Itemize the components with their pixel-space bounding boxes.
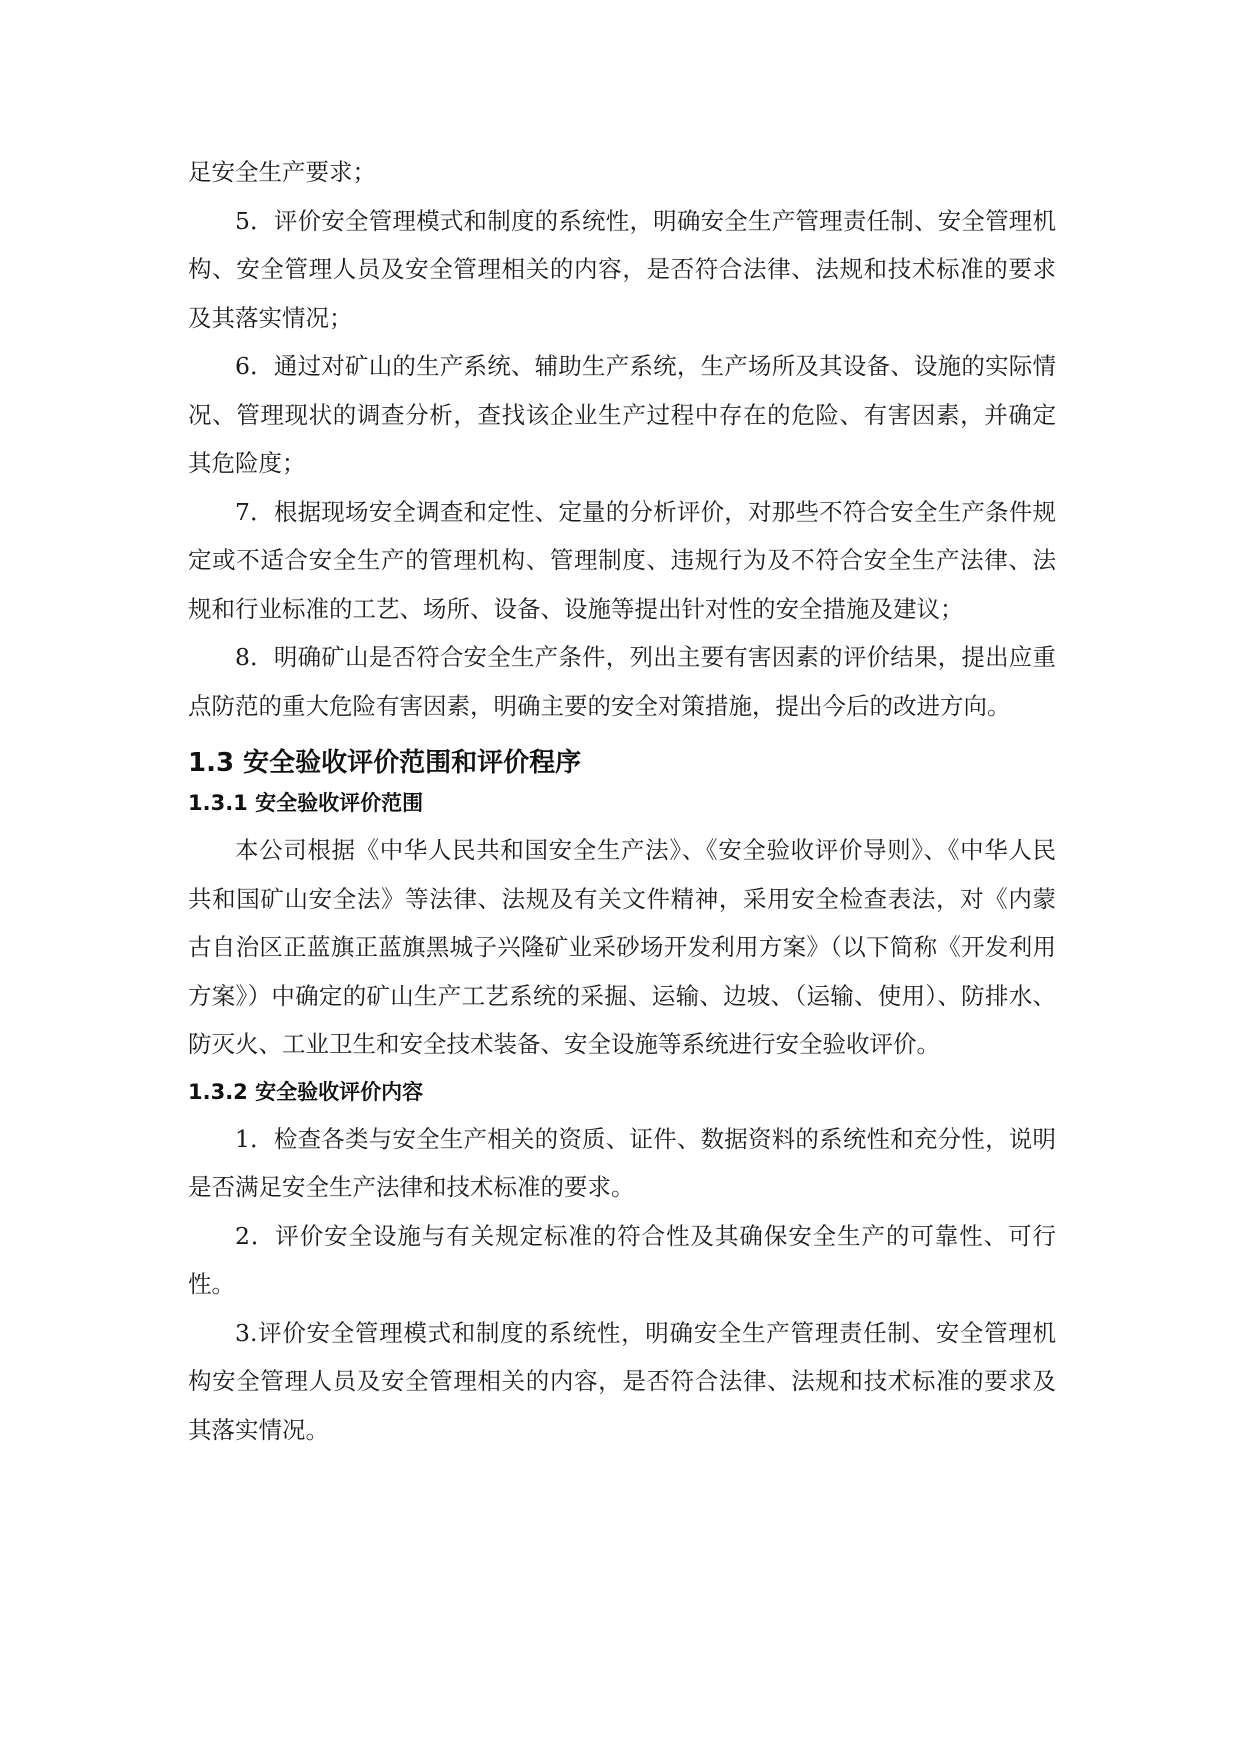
content-item-2: 2．评价安全设施与有关规定标准的符合性及其确保安全生产的可靠性、可行性。 — [188, 1221, 1056, 1298]
section-heading-1-3: 1.3 安全验收评价范围和评价程序 — [188, 748, 582, 778]
list-item-8: 8．明确矿山是否符合安全生产条件，列出主要有害因素的评价结果，提出应重点防范的重大危险有害因素，明确主要的安全对策措施，提出今后的改进方向。 — [188, 643, 1056, 720]
list-item-7: 7．根据现场安全调查和定性、定量的分析评价，对那些不符合安全生产条件规定或不适合安全生产的管理机构、管理制度、违规行为及不符合安全生产法律、法规和行业标准的工艺、场所、设备、设施等提出针对性的安全措施及建议； — [188, 497, 1056, 623]
paragraph-continuation: 足安全生产要求； — [188, 158, 376, 186]
scope-paragraph: 本公司根据《中华人民共和国安全生产法》、《安全验收评价导则》、《中华人民共和国矿山安全法》等法律、法规及有关文件精神，采用安全检查表法，对《内蒙古自治区正蓝旗正蓝旗黑城子兴隆矿业采砂场开发利用方案》（以下简称《开发利用方案》）中确定的矿山生产工艺系统的采掘、运输、边坡、（运输、使用）、防排水、防灭火、工业卫生和安全技术装备、安全设施等系统进行安全验收评价。 — [188, 836, 1056, 1058]
list-item-6: 6．通过对矿山的生产系统、辅助生产系统，生产场所及其设备、设施的实际情况、管理现状的调查分析，查找该企业生产过程中存在的危险、有害因素，并确定其危险度； — [188, 352, 1056, 477]
document-body — [188, 148, 1056, 1454]
list-item-5: 5．评价安全管理模式和制度的系统性，明确安全生产管理责任制、安全管理机构、安全管理人员及安全管理相关的内容，是否符合法律、法规和技术标准的要求及其落实情况； — [188, 206, 1056, 332]
content-item-3: 3.评价安全管理模式和制度的系统性，明确安全生产管理责任制、安全管理机构安全管理人员及安全管理相关的内容，是否符合法律、法规和技术标准的要求及其落实情况。 — [188, 1318, 1056, 1444]
subsection-heading-1-3-1: 1.3.1 安全验收评价范围 — [188, 791, 424, 815]
subsection-heading-1-3-2: 1.3.2 安全验收评价内容 — [188, 1079, 424, 1104]
content-item-1: 1．检查各类与安全生产相关的资质、证件、数据资料的系统性和充分性，说明是否满足安全生产法律和技术标准的要求。 — [188, 1124, 1056, 1201]
